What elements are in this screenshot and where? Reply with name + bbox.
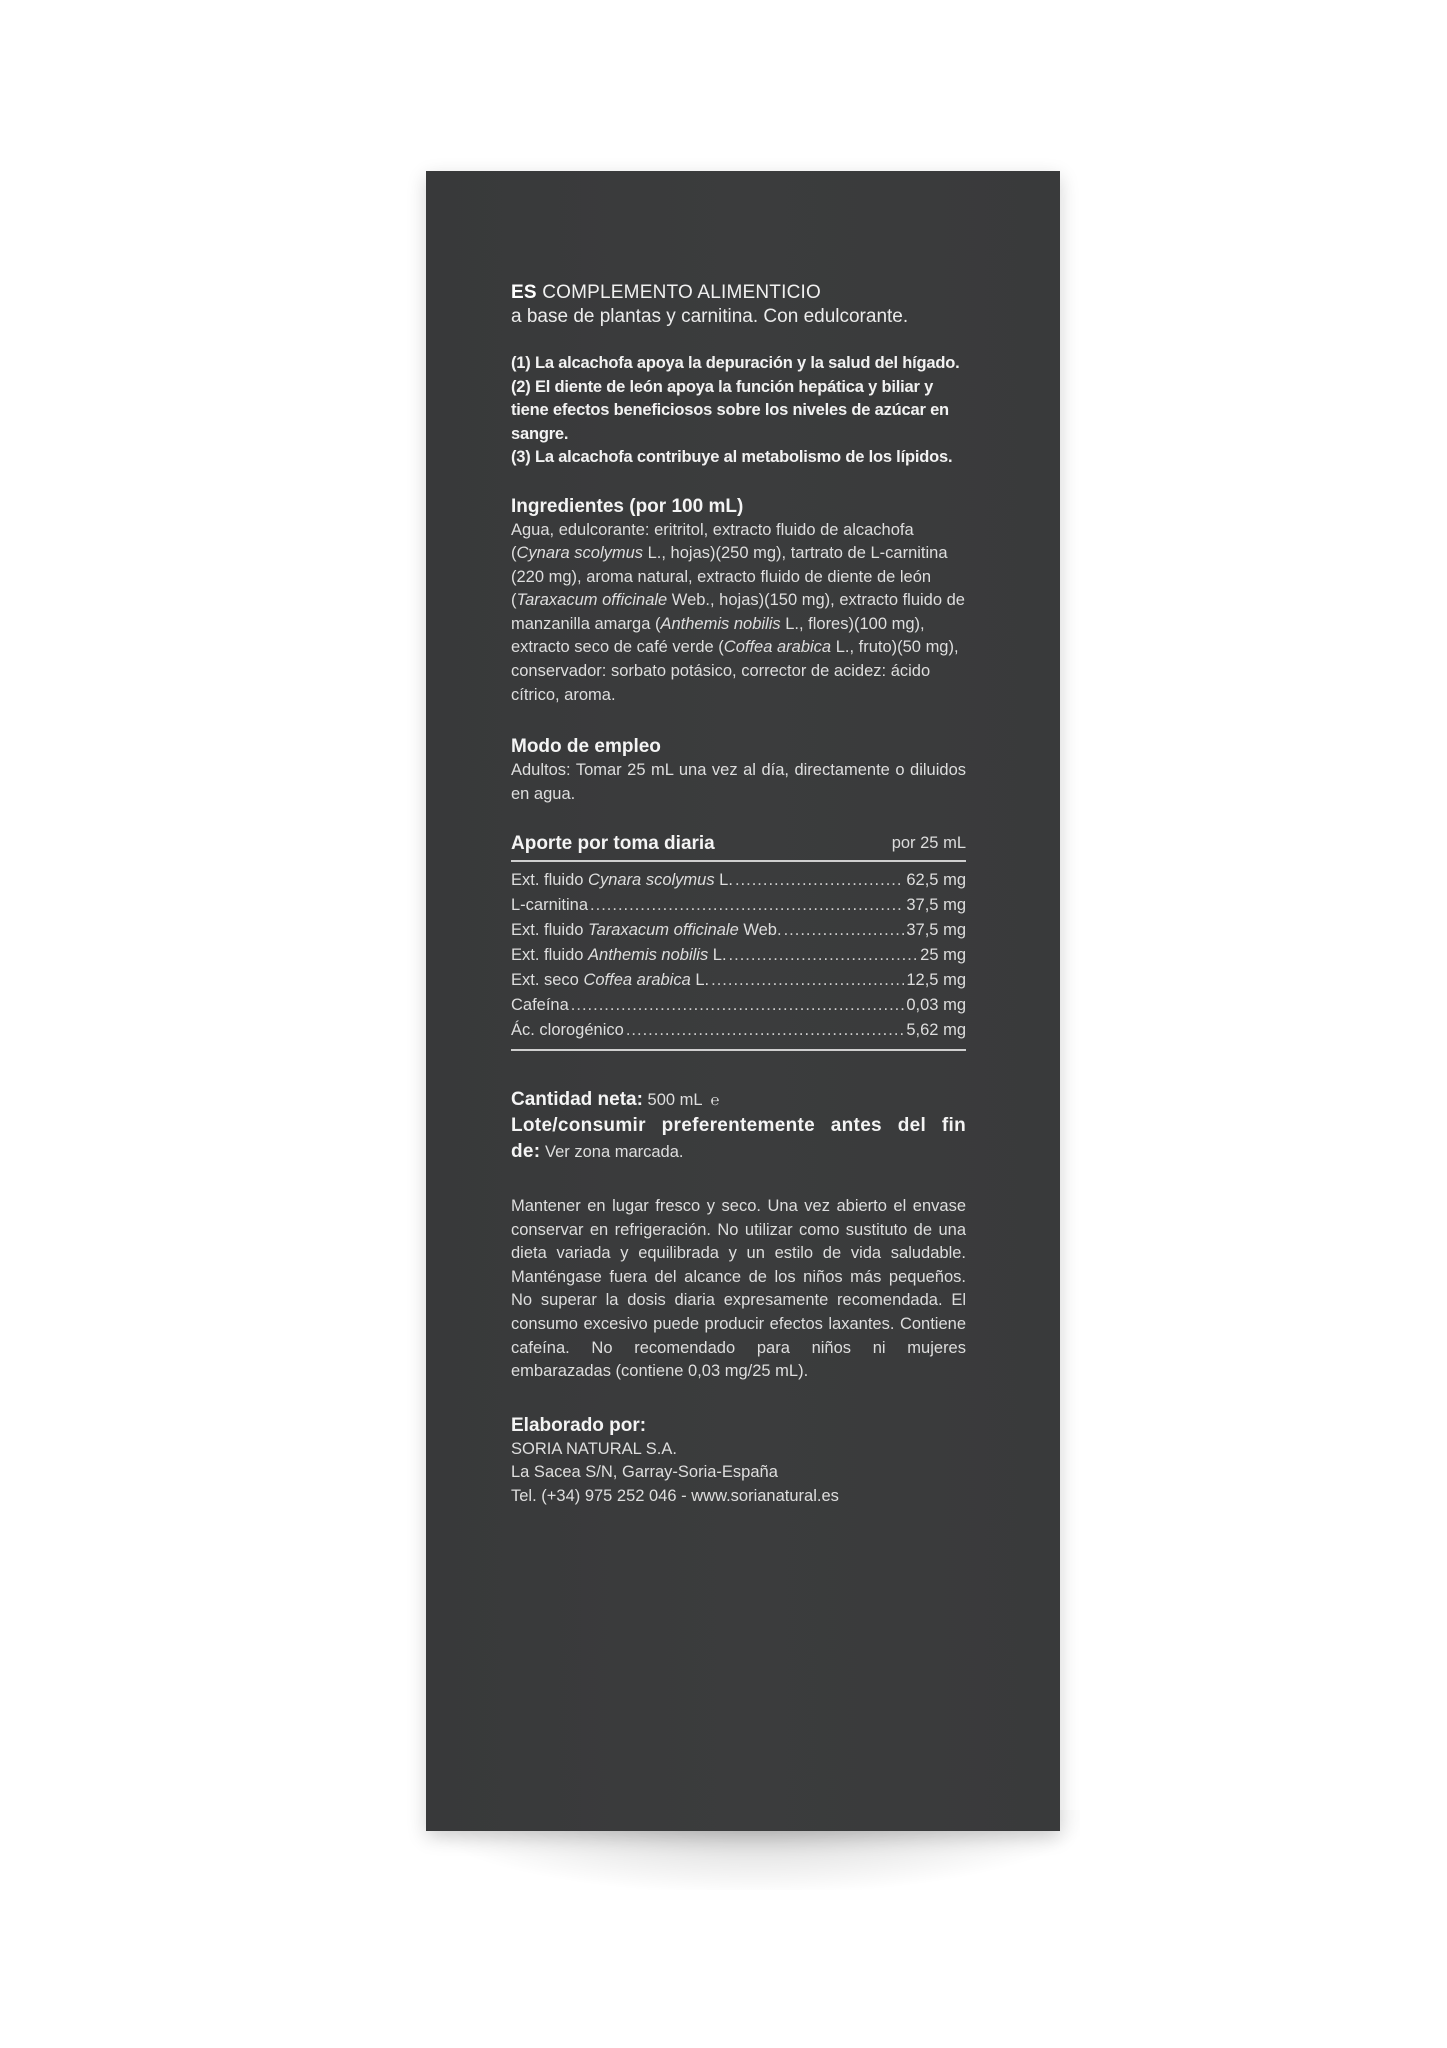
row-label-text: Ext. seco xyxy=(511,970,584,989)
dot-leader xyxy=(626,1018,905,1043)
ingredients-species: Taraxacum officinale xyxy=(516,591,668,610)
claim-1: (1) La alcachofa apoya la depuración y la salud del hígado. xyxy=(511,354,960,372)
net-quantity xyxy=(511,1087,966,1113)
daily-intake-row-label xyxy=(511,918,782,943)
manufacturer-title: Elaborado por: xyxy=(511,1414,647,1436)
heading-text: COMPLEMENTO ALIMENTICIO xyxy=(542,282,821,303)
lot-value: Ver zona marcada. xyxy=(545,1142,684,1161)
daily-intake-row-label xyxy=(511,943,727,968)
row-label-suffix: L. xyxy=(708,945,727,964)
claim-3: (3) La alcachofa contribuye al metabolismo de los lípidos. xyxy=(511,448,953,466)
daily-intake-row-value: 37,5 mg xyxy=(906,895,966,914)
manufacturer-address: La Sacea S/N, Garray-Soria-España xyxy=(511,1463,778,1482)
daily-intake-row xyxy=(511,943,966,968)
daily-intake-unit: por 25 mL xyxy=(891,834,966,853)
health-claims xyxy=(511,352,966,470)
row-label-text: Ác. clorogénico xyxy=(511,1020,624,1039)
daily-intake-row-label xyxy=(511,893,588,918)
ingredients-part: L., fruto)(50 mg), conservador: sorbato potásico, corrector de acidez: ácido cítrico, aroma. xyxy=(511,638,959,704)
daily-intake-row xyxy=(511,893,966,918)
dot-leader xyxy=(590,893,904,918)
dot-leader xyxy=(784,918,905,943)
row-label-suffix: L. xyxy=(690,970,710,989)
daily-intake-row xyxy=(511,1018,966,1043)
ingredients-title: Ingredientes (por 100 mL) xyxy=(511,495,744,517)
row-label-text: Ext. fluido xyxy=(511,920,589,939)
row-label-suffix: L. xyxy=(714,870,733,889)
claim-2: (2) El diente de león apoya la función hepática y biliar y tiene efectos beneficiosos sobre los niveles de azúcar en sangre. xyxy=(511,377,949,443)
net-quantity-label: Cantidad neta: xyxy=(511,1088,643,1110)
row-label-species: Cynara scolymus xyxy=(588,870,715,889)
row-label-text: Cafeína xyxy=(511,995,569,1014)
row-label-text: Ext. fluido xyxy=(511,945,589,964)
ingredients-species: Anthemis nobilis xyxy=(660,614,781,633)
daily-intake-row-value: 0,03 mg xyxy=(906,995,966,1014)
usage-title: Modo de empleo xyxy=(511,736,661,758)
warnings-text: Mantener en lugar fresco y seco. Una vez abierto el envase conservar en refrigeración. No utilizar como sustituto de una dieta variada y equilibrada y un estilo de vida saludable. Manténgase fuera del alcance de los niños más pequeños. No superar la dosis diaria expresamente recomendada. El consumo excesivo puede producir efectos laxantes. Contiene cafeína. No recomendado para niños ni mujeres embarazadas (contiene 0,03 mg/25 mL). xyxy=(511,1196,966,1381)
row-label-suffix: Web. xyxy=(738,920,782,939)
language-code: ES xyxy=(511,282,537,303)
row-label-species: Coffea arabica xyxy=(583,970,691,989)
lot-info xyxy=(511,1113,966,1165)
dot-leader xyxy=(729,943,919,968)
manufacturer-info xyxy=(511,1438,966,1509)
daily-intake-row-value: 12,5 mg xyxy=(906,970,966,989)
daily-intake-row-value: 62,5 mg xyxy=(906,870,966,889)
ingredients-species: Cynara scolymus xyxy=(516,544,644,563)
row-label-species: Taraxacum officinale xyxy=(588,920,739,939)
daily-intake-row-label xyxy=(511,993,569,1018)
ingredients-species: Coffea arabica xyxy=(723,638,832,657)
lot-label-line2: de: xyxy=(511,1140,541,1162)
daily-intake-row-value: 37,5 mg xyxy=(906,920,966,939)
daily-intake-row xyxy=(511,993,966,1018)
dot-leader xyxy=(711,968,904,993)
daily-intake-rows xyxy=(511,862,966,1051)
daily-intake-row-label xyxy=(511,968,709,993)
net-quantity-value: 500 mL xyxy=(647,1090,702,1109)
ingredients-part: Agua, edulcorante: eritritol, extracto fluido de alcachofa ( xyxy=(511,520,914,563)
dot-leader xyxy=(571,993,905,1018)
daily-intake-row-value: 5,62 mg xyxy=(906,1020,966,1039)
ingredients-part: Web., hojas)(150 mg), extracto fluido de manzanilla amarga ( xyxy=(511,591,965,633)
daily-intake-row xyxy=(511,968,966,993)
manufacturer-name: SORIA NATURAL S.A. xyxy=(511,1439,677,1458)
label-heading xyxy=(511,281,966,305)
ingredients-text xyxy=(511,519,966,708)
daily-intake-header xyxy=(511,832,966,862)
label-subheading: a base de plantas y carnitina. Con edulcorante. xyxy=(511,306,909,327)
row-label-text: Ext. fluido xyxy=(511,870,589,889)
label-content xyxy=(511,281,966,1508)
daily-intake-title: Aporte por toma diaria xyxy=(511,833,715,855)
ingredients-part: L., hojas)(250 mg), tartrato de L-carnitina (220 mg), aroma natural, extracto fluido de diente de león ( xyxy=(511,544,948,610)
daily-intake-row-value: 25 mg xyxy=(920,945,966,964)
ingredients-part: L., flores)(100 mg), extracto seco de café verde ( xyxy=(511,614,925,657)
daily-intake-row xyxy=(511,868,966,893)
manufacturer-contact: Tel. (+34) 975 252 046 - www.sorianatural.es xyxy=(511,1486,839,1505)
usage-text: Adultos: Tomar 25 mL una vez al día, directamente o diluidos en agua. xyxy=(511,761,966,803)
row-label-species: Anthemis nobilis xyxy=(588,945,709,964)
product-box-back xyxy=(426,171,1060,1831)
dot-leader xyxy=(735,868,904,893)
estimated-sign-icon: ℮ xyxy=(710,1091,720,1109)
lot-label-line1: Lote/consumir preferentemente antes del fin xyxy=(511,1114,966,1136)
daily-intake-row xyxy=(511,918,966,943)
daily-intake-row-label xyxy=(511,868,733,893)
row-label-text: L-carnitina xyxy=(511,895,589,914)
daily-intake-table xyxy=(511,832,966,1051)
daily-intake-row-label xyxy=(511,1018,624,1043)
